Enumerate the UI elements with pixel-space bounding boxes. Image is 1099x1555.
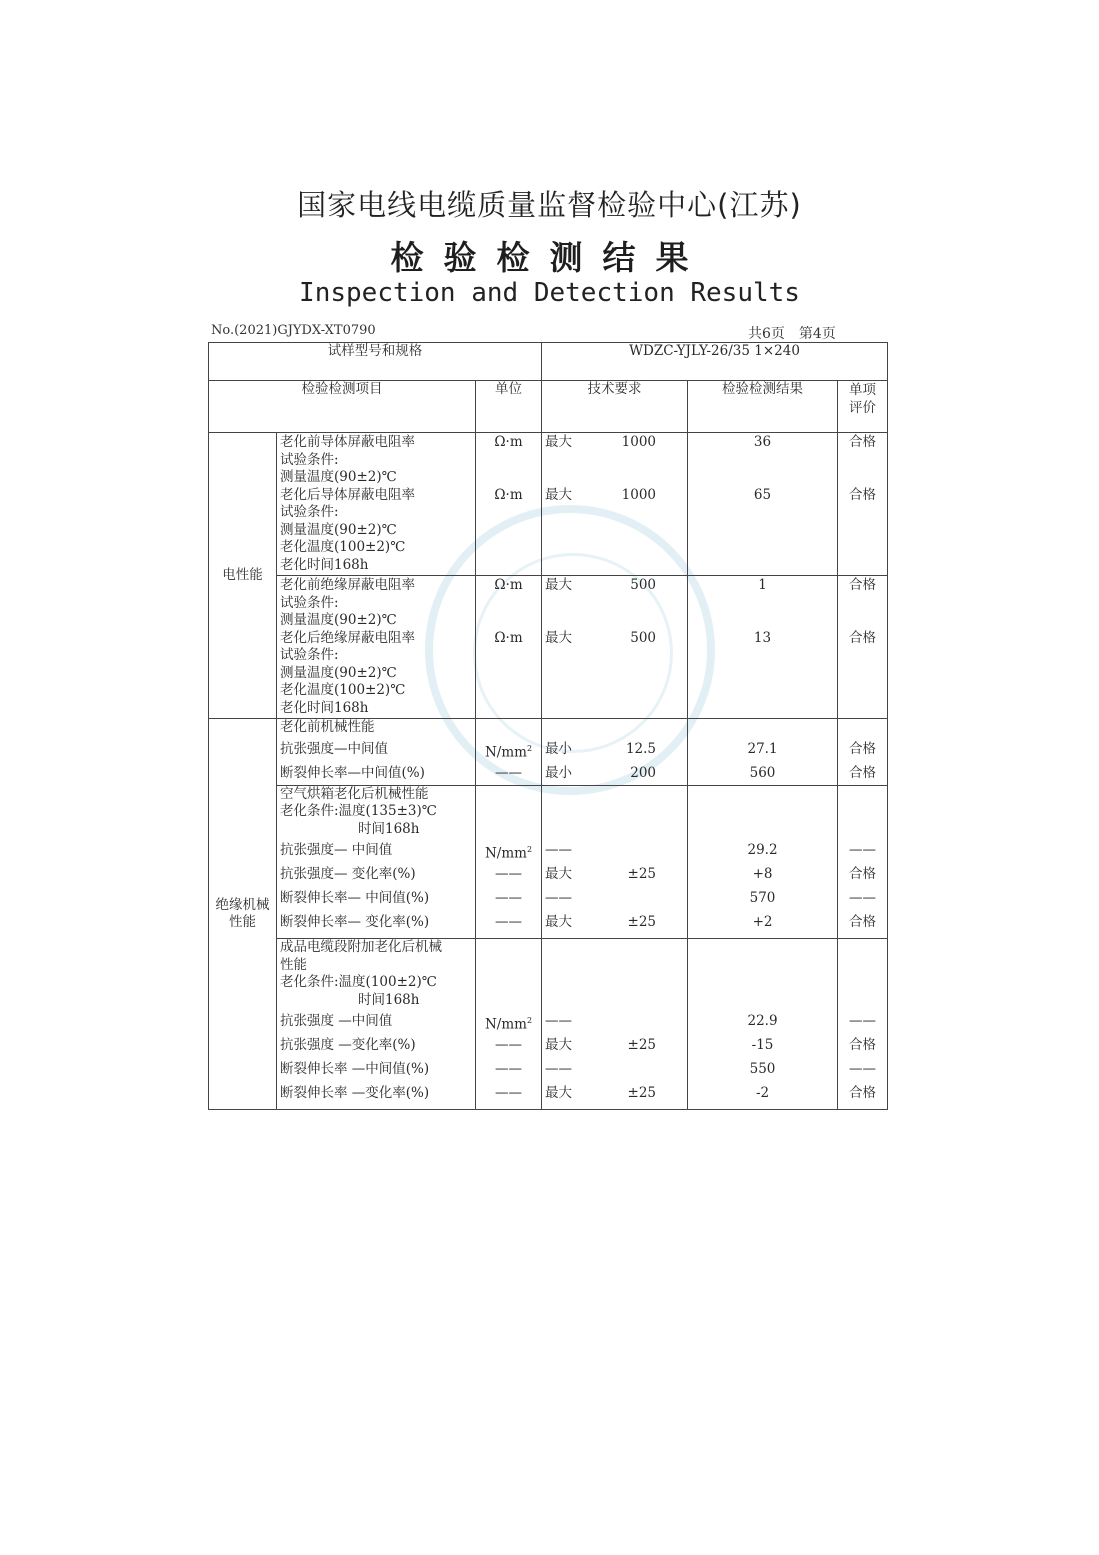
requirement-key: 最大 xyxy=(545,1037,573,1053)
item-line: 老化温度(100±2)℃ xyxy=(280,682,406,698)
result-value: 550 xyxy=(749,1061,776,1077)
column-header-row xyxy=(209,381,888,433)
item-cell xyxy=(277,576,476,719)
evaluation-value: —— xyxy=(849,890,877,906)
requirement-cell xyxy=(542,576,688,719)
results-table xyxy=(208,342,888,1110)
evaluation-value: —— xyxy=(849,842,877,858)
requirement-value: ±25 xyxy=(627,1037,657,1053)
table-row xyxy=(209,576,888,719)
item-line: 抗张强度— 中间值 xyxy=(280,842,393,858)
condition-line: 老化条件:温度(100±2)℃ xyxy=(280,974,437,990)
item-line: 试验条件: xyxy=(280,504,339,520)
requirement-key: 最大 xyxy=(545,1085,573,1101)
item-line: 老化时间168h xyxy=(280,699,369,716)
spec-label: 试样型号和规格 xyxy=(209,343,542,381)
requirement-key: 最大 xyxy=(545,629,573,646)
requirement-key: 最大 xyxy=(545,434,573,450)
requirement-value: —— xyxy=(545,1061,573,1077)
group-title: 性能 xyxy=(280,956,307,973)
category-line-1: 绝缘机械 xyxy=(215,896,270,913)
eval-header-line-2: 评价 xyxy=(849,400,877,416)
item-line: 抗张强度 —变化率(%) xyxy=(280,1037,416,1053)
item-line: 断裂伸长率—中间值(%) xyxy=(280,764,425,781)
evaluation-value: 合格 xyxy=(849,486,877,503)
evaluation-cell xyxy=(838,719,888,786)
result-value: -2 xyxy=(755,1085,770,1101)
unit-cell xyxy=(476,433,542,576)
result-value: 29.2 xyxy=(747,842,778,858)
item-line: 断裂伸长率— 变化率(%) xyxy=(280,914,430,930)
evaluation-value: 合格 xyxy=(849,577,877,593)
requirement-value: 12.5 xyxy=(625,740,657,757)
table-row xyxy=(209,719,888,786)
evaluation-cell xyxy=(838,939,888,1110)
unit-cell: $N/mm^2$ —— —— —— xyxy=(476,939,542,1110)
requirement-value: ±25 xyxy=(627,866,657,882)
organization-title: 国家电线电缆质量监督检验中心(江苏) xyxy=(297,188,802,222)
evaluation-value: —— xyxy=(849,1061,877,1077)
requirement-cell xyxy=(542,433,688,576)
item-line: 抗张强度 —中间值 xyxy=(280,1013,393,1029)
category-electrical: 电性能 xyxy=(209,433,277,719)
group-title: 老化前机械性能 xyxy=(280,719,375,735)
result-value: 560 xyxy=(749,764,776,781)
unit-value: N/mm xyxy=(484,744,527,760)
requirement-key: 最小 xyxy=(545,740,573,757)
evaluation-value: —— xyxy=(849,1013,877,1029)
result-cell xyxy=(688,939,838,1110)
requirement-key: 最大 xyxy=(545,486,573,503)
result-value: 13 xyxy=(753,629,772,646)
unit-value: —— xyxy=(495,1085,522,1101)
result-value: 1 xyxy=(758,577,767,593)
unit-value: —— xyxy=(495,866,522,882)
unit-value: Ω·m xyxy=(494,486,523,503)
item-cell xyxy=(277,433,476,576)
unit-value: Ω·m xyxy=(494,577,523,593)
requirement-value: 1000 xyxy=(621,434,657,450)
item-line: 试验条件: xyxy=(280,594,339,611)
item-line: 试验条件: xyxy=(280,647,339,663)
report-number: No.(2021)GJYDX-XT0790 xyxy=(211,323,376,338)
item-line: 断裂伸长率— 中间值(%) xyxy=(280,890,430,906)
result-value: 65 xyxy=(753,486,772,503)
evaluation-value: 合格 xyxy=(849,1085,877,1101)
group-title: 空气烘箱老化后机械性能 xyxy=(280,785,429,802)
table-row xyxy=(209,785,888,939)
evaluation-value: 合格 xyxy=(849,764,877,781)
result-value: +2 xyxy=(752,914,773,930)
item-line: 老化后绝缘屏蔽电阻率 xyxy=(280,629,415,646)
requirement-key: 最小 xyxy=(545,764,573,781)
current-page: 第4页 xyxy=(798,326,836,342)
item-line: 老化前绝缘屏蔽电阻率 xyxy=(280,577,415,593)
evaluation-value: 合格 xyxy=(849,629,877,646)
page-indicator xyxy=(748,323,850,343)
table-row xyxy=(209,939,888,1110)
item-line: 老化时间168h xyxy=(280,556,369,573)
item-line: 老化前导体屏蔽电阻率 xyxy=(280,434,415,450)
unit-value: —— xyxy=(495,914,522,930)
column-header-item: 检验检测项目 xyxy=(209,381,476,433)
unit-cell: $N/mm^2$ —— —— —— xyxy=(476,785,542,939)
result-value: -15 xyxy=(751,1037,774,1053)
item-line: 试验条件: xyxy=(280,451,339,468)
group-title: 成品电缆段附加老化后机械 xyxy=(280,939,442,955)
item-line: 测量温度(90±2)℃ xyxy=(280,664,397,681)
report-title-cn: 检验检测结果 xyxy=(390,238,709,277)
requirement-key: 最大 xyxy=(545,914,573,930)
evaluation-cell xyxy=(838,433,888,576)
evaluation-value: 合格 xyxy=(849,1037,877,1053)
item-cell xyxy=(277,939,476,1110)
column-header-result: 检验检测结果 xyxy=(688,381,838,433)
report-title-en: Inspection and Detection Results xyxy=(299,278,800,308)
result-cell xyxy=(688,785,838,939)
requirement-value: —— xyxy=(545,842,573,858)
requirement-cell xyxy=(542,939,688,1110)
item-line: 测量温度(90±2)℃ xyxy=(280,521,397,538)
result-value: +8 xyxy=(752,866,773,882)
requirement-cell xyxy=(542,719,688,786)
result-value: 36 xyxy=(753,434,772,450)
requirement-value: —— xyxy=(545,890,573,906)
condition-line: 时间168h xyxy=(358,820,420,837)
result-cell xyxy=(688,433,838,576)
result-value: 570 xyxy=(749,890,776,906)
eval-header-line-1: 单项 xyxy=(849,382,877,398)
requirement-key: 最大 xyxy=(545,866,573,882)
item-line: 断裂伸长率 —变化率(%) xyxy=(280,1085,430,1101)
total-pages: 共6页 xyxy=(748,326,785,342)
unit-value: Ω·m xyxy=(494,629,523,646)
result-cell xyxy=(688,576,838,719)
requirement-value: 500 xyxy=(630,577,657,593)
item-line: 抗张强度— 变化率(%) xyxy=(280,866,416,882)
requirement-value: ±25 xyxy=(627,914,657,930)
table-row xyxy=(209,433,888,576)
unit-value: N/mm xyxy=(484,1016,527,1033)
item-line: 断裂伸长率 —中间值(%) xyxy=(280,1061,430,1077)
unit-cell: $N/mm^2$ —— xyxy=(476,719,542,786)
evaluation-cell xyxy=(838,785,888,939)
unit-cell xyxy=(476,576,542,719)
requirement-key: 最大 xyxy=(545,577,573,593)
requirement-cell xyxy=(542,785,688,939)
unit-value: —— xyxy=(495,1061,522,1077)
evaluation-value: 合格 xyxy=(849,914,877,930)
evaluation-value: 合格 xyxy=(849,740,877,757)
result-value: 27.1 xyxy=(747,740,778,757)
spec-row xyxy=(209,343,888,381)
unit-value: Ω·m xyxy=(494,434,523,450)
item-cell xyxy=(277,785,476,939)
unit-value: —— xyxy=(495,1037,522,1053)
unit-value: —— xyxy=(495,890,522,906)
evaluation-cell xyxy=(838,576,888,719)
column-header-evaluation xyxy=(838,381,888,433)
result-value: 22.9 xyxy=(747,1013,778,1029)
category-mechanical xyxy=(209,719,277,1110)
spec-value: WDZC-YJLY-26/35 1×240 xyxy=(542,343,888,381)
column-header-requirement: 技术要求 xyxy=(542,381,688,433)
item-line: 抗张强度—中间值 xyxy=(280,740,388,757)
item-line: 测量温度(90±2)℃ xyxy=(280,612,397,628)
result-cell xyxy=(688,719,838,786)
requirement-value: ±25 xyxy=(627,1085,657,1101)
requirement-value: 200 xyxy=(630,764,657,781)
evaluation-value: 合格 xyxy=(849,434,877,450)
requirement-value: 1000 xyxy=(621,486,657,503)
condition-line: 时间168h xyxy=(358,991,420,1008)
unit-value: N/mm xyxy=(484,845,527,862)
unit-value: —— xyxy=(495,764,522,781)
requirement-value: —— xyxy=(545,1013,573,1029)
column-header-unit: 单位 xyxy=(476,381,542,433)
category-line-2: 性能 xyxy=(229,914,256,930)
evaluation-value: 合格 xyxy=(849,866,877,882)
item-line: 测量温度(90±2)℃ xyxy=(280,469,397,485)
requirement-value: 500 xyxy=(630,629,657,646)
condition-line: 老化条件:温度(135±3)℃ xyxy=(280,803,437,819)
item-line: 老化后导体屏蔽电阻率 xyxy=(280,486,415,503)
item-line: 老化温度(100±2)℃ xyxy=(280,539,406,555)
item-cell xyxy=(277,719,476,786)
